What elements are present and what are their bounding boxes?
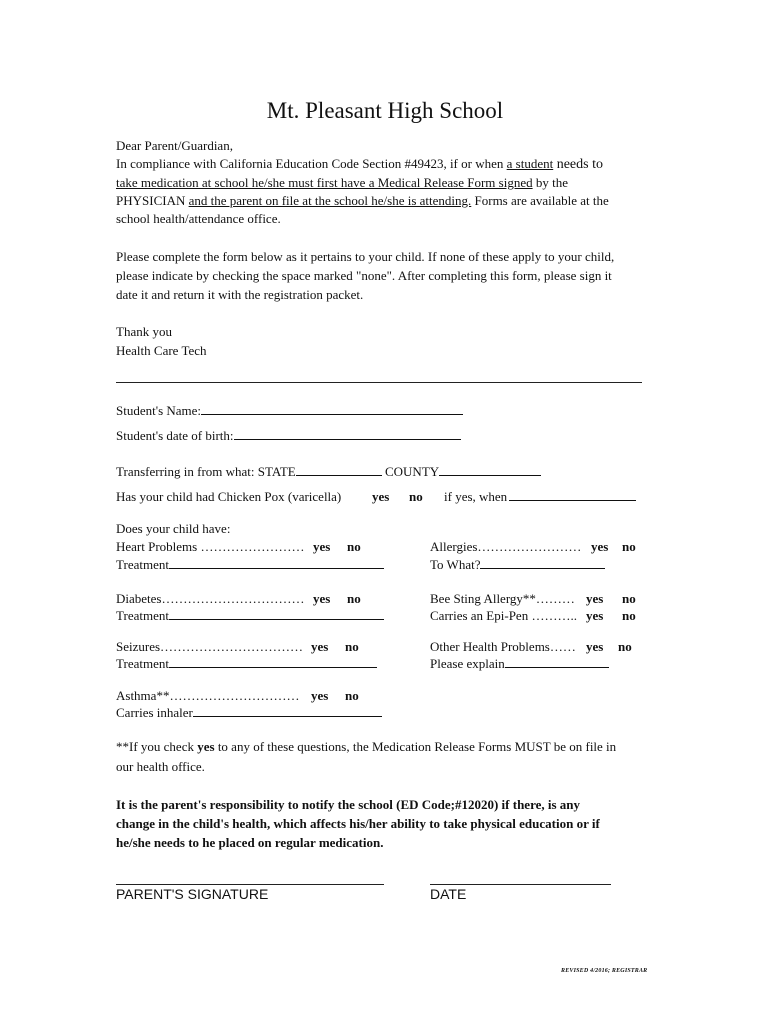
chicken-pox-when-row xyxy=(444,488,636,506)
diabetes-treatment-field[interactable] xyxy=(169,607,384,620)
para1-text: In compliance with California Education Code Section #49423, if or when xyxy=(116,156,507,171)
chicken-pox-when-label: if yes, when xyxy=(444,489,508,504)
allergies-to-what-field[interactable] xyxy=(480,556,605,569)
diabetes-label: Diabetes…………………………… xyxy=(116,591,305,606)
parent-signature-label: PARENT'S SIGNATURE xyxy=(116,886,269,902)
epi-pen-yes[interactable]: yes xyxy=(586,608,604,623)
note-text: **If you check xyxy=(116,739,198,754)
responsibility-line3: he/she needs to he placed on regular medication. xyxy=(116,835,384,850)
asthma-yes[interactable]: yes xyxy=(311,688,329,703)
para1-line1 xyxy=(116,155,603,174)
county-label: COUNTY xyxy=(384,464,440,479)
seizures-yes[interactable]: yes xyxy=(311,639,329,654)
student-name-label: Student's Name: xyxy=(116,403,202,418)
epi-pen-no[interactable]: no xyxy=(622,608,636,623)
diabetes-treatment-row xyxy=(116,607,384,625)
parent-signature-line[interactable] xyxy=(116,884,384,885)
state-label: Transferring in from what: STATE xyxy=(116,464,296,479)
closing-thanks: Thank you xyxy=(116,324,172,339)
other-explain-field[interactable] xyxy=(505,655,609,668)
bee-sting-yes[interactable]: yes xyxy=(586,591,604,606)
other-explain-row xyxy=(430,655,609,673)
note-line2: our health office. xyxy=(116,759,205,774)
responsibility-line2: change in the child's health, which affects his/her ability to take physical education or if xyxy=(116,816,600,831)
seizures-label: Seizures…………………………… xyxy=(116,639,304,654)
greeting: Dear Parent/Guardian, xyxy=(116,138,233,153)
seizures-treatment-field[interactable] xyxy=(169,655,377,668)
other-problems-no[interactable]: no xyxy=(618,639,632,654)
note-yes: yes xyxy=(197,739,215,754)
inhaler-row xyxy=(116,704,382,722)
bee-sting-label: Bee Sting Allergy**……… xyxy=(430,591,575,606)
para1-line3 xyxy=(116,192,609,210)
note-text: to any of these questions, the Medication Release Forms MUST be on file in xyxy=(214,739,617,754)
other-problems-label: Other Health Problems…… xyxy=(430,639,576,654)
responsibility-line1: It is the parent's responsibility to notify the school (ED Code;#12020) if there, is any xyxy=(116,797,581,812)
heart-yes[interactable]: yes xyxy=(313,539,331,554)
heart-treatment-row xyxy=(116,556,384,574)
chicken-pox-when-field[interactable] xyxy=(509,488,636,501)
allergies-label: Allergies…………………… xyxy=(430,539,582,554)
seizures-no[interactable]: no xyxy=(345,639,359,654)
diabetes-treatment-label: Treatment xyxy=(116,608,169,623)
closing-signer: Health Care Tech xyxy=(116,343,207,358)
other-problems-yes[interactable]: yes xyxy=(586,639,604,654)
student-name-field[interactable] xyxy=(201,402,463,415)
inhaler-field[interactable] xyxy=(193,704,382,717)
student-name-row xyxy=(116,402,463,420)
other-explain-label: Please explain xyxy=(430,656,505,671)
para1-line2 xyxy=(116,174,568,192)
para2-line2: please indicate by checking the space marked "none". After completing this form, please sign it xyxy=(116,268,612,283)
note-line1 xyxy=(116,738,616,756)
chicken-pox-yes[interactable]: yes xyxy=(372,489,390,504)
para2-line3: date it and return it with the registration packet. xyxy=(116,287,364,302)
epi-pen-label: Carries an Epi-Pen ……….. xyxy=(430,608,577,623)
diabetes-no[interactable]: no xyxy=(347,591,361,606)
chicken-pox-question: Has your child had Chicken Pox (varicella) xyxy=(116,489,342,504)
transfer-row xyxy=(116,463,541,481)
bee-sting-no[interactable]: no xyxy=(622,591,636,606)
allergies-yes[interactable]: yes xyxy=(591,539,609,554)
para1-text: by the xyxy=(532,175,568,190)
chicken-pox-no[interactable]: no xyxy=(409,489,423,504)
diabetes-yes[interactable]: yes xyxy=(313,591,331,606)
dob-row xyxy=(116,427,461,445)
dob-label: Student's date of birth: xyxy=(116,428,234,443)
allergies-to-what-row xyxy=(430,556,605,574)
para2-line1: Please complete the form below as it pertains to your child. If none of these apply to your child, xyxy=(116,249,615,264)
dob-field[interactable] xyxy=(234,427,461,440)
seizures-treatment-label: Treatment xyxy=(116,656,169,671)
inhaler-label: Carries inhaler xyxy=(116,705,193,720)
asthma-no[interactable]: no xyxy=(345,688,359,703)
heart-problems-label: Heart Problems …………………… xyxy=(116,539,305,554)
para1-underlined: take medication at school he/she must first have a Medical Release Form signed xyxy=(116,175,533,190)
para1-underlined: a student xyxy=(506,156,554,171)
allergies-to-what-label: To What? xyxy=(430,557,481,572)
county-field[interactable] xyxy=(439,463,541,476)
para1-text: PHYSICIAN xyxy=(116,193,189,208)
para1-text: needs to xyxy=(553,157,603,172)
para1-text: Forms are available at the xyxy=(471,193,609,208)
date-label: DATE xyxy=(430,886,467,902)
date-line[interactable] xyxy=(430,884,611,885)
state-field[interactable] xyxy=(296,463,382,476)
seizures-treatment-row xyxy=(116,655,377,673)
revision-footer: REVISED 4/2016; REGISTRAR xyxy=(561,968,648,974)
heart-treatment-field[interactable] xyxy=(169,556,384,569)
para1-line4: school health/attendance office. xyxy=(116,211,281,226)
heart-treatment-label: Treatment xyxy=(116,557,169,572)
conditions-intro: Does your child have: xyxy=(116,521,231,536)
allergies-no[interactable]: no xyxy=(622,539,636,554)
asthma-label: Asthma**………………………… xyxy=(116,688,300,703)
para1-underlined: and the parent on file at the school he/she is attending. xyxy=(188,193,472,208)
heart-no[interactable]: no xyxy=(347,539,361,554)
separator-line xyxy=(116,382,642,383)
page-title: Mt. Pleasant High School xyxy=(266,98,504,123)
